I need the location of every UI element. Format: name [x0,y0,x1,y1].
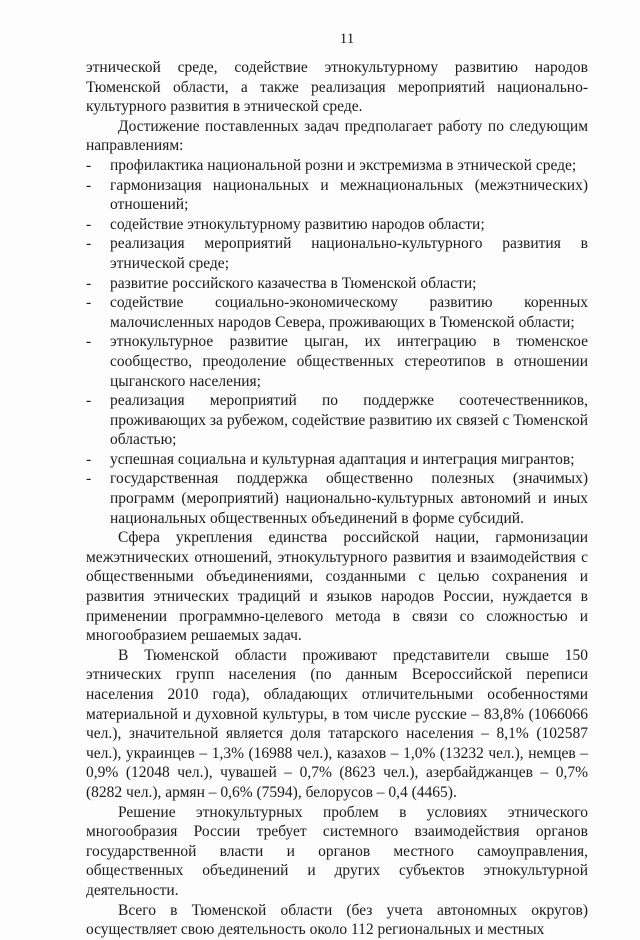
intro-paragraph: этнической среде, содействие этнокультурному развитию народов Тюменской области, а также реализация мероприятий национально-культурного развития в этнической среде. [86,59,588,116]
total-organizations-paragraph: Всего в Тюменской области (без учета автономных округов) осуществляет свою деятельность около 112 региональных и местных [86,901,588,939]
list-item-text: реализация мероприятий национально-культурного развития в этнической среде; [110,235,588,272]
list-item-text: гармонизация национальных и межнациональных (межэтнических) отношений; [110,176,588,214]
list-item [86,274,588,294]
list-item-text: государственная поддержка общественно полезных (значимых) программ (мероприятий) национально-культурных автономий и иных национальных общественных объединений в форме субсидий. [110,470,588,527]
list-item [86,469,588,528]
bullet-dash: - [86,392,92,410]
directions-list [86,156,588,528]
sphere-paragraph: Сфера укрепления единства российской нации, гармонизации межэтнических отношений, этнокультурного развития и взаимодействия с общественными объединениями, созданными с целью сохранения и развития этнических традиций и языков народов России, нуждается в применении программно-целевого метода в связи со сложностью и многообразием решаемых задач. [86,529,588,645]
bullet-dash: - [86,450,92,468]
bullet-dash: - [86,156,92,174]
list-item [86,450,588,470]
list-item [86,391,588,450]
bullet-dash: - [86,294,92,312]
list-item-text: этнокультурное развитие цыган, их интеграцию в тюменское сообщество, преодоление общественных стереотипов в отношении цыганского населения; [110,333,588,390]
list-item [86,332,588,391]
list-item-text: развитие российского казачества в Тюменской области; [110,274,477,292]
bullet-dash: - [86,333,92,351]
list-item-text: содействие социально-экономическому развитию коренных малочисленных народов Севера, проживающих в Тюменской области; [110,294,588,331]
population-paragraph: В Тюменской области проживают представители свыше 150 этнических групп населения (по данным Всероссийской переписи населения 2010 года), обладающих отличительными особенностями материальной и духовной культуры, в том числе русские – 83,8% (1066066 чел.), значительной является доля татарского населения – 8,1% (102587 чел.), украинцев – 1,3% (16988 чел.), казахов – 1,0% (13232 чел.), немцев – 0,9% (12048 чел.), чувашей – 0,7% (8623 чел.), азербайджанцев – 0,7% (8282 чел.), армян – 0,6% (7594), белорусов – 0,4 (4465). [86,646,588,801]
page-number: 11 [339,31,355,47]
bullet-dash: - [86,470,92,488]
list-item [86,176,588,215]
solution-paragraph: Решение этнокультурных проблем в условиях этнического многообразия России требует системного взаимодействия органов государственной власти и органов местного самоуправления, общественных объединений и других субъектов этнокультурной деятельности. [86,803,588,899]
directions-intro-paragraph: Достижение поставленных задач предполагает работу по следующим направлениям: [86,117,588,155]
list-item [86,156,588,176]
bullet-dash: - [86,274,92,292]
bullet-dash: - [86,235,92,253]
bullet-dash: - [86,176,92,194]
list-item-text: успешная социальна и культурная адаптация и интеграция мигрантов; [110,450,575,468]
bullet-dash: - [86,215,92,233]
list-item-text: профилактика национальной розни и экстремизма в этнической среде; [110,156,577,174]
list-item [86,293,588,332]
list-item [86,234,588,273]
list-item [86,215,588,235]
list-item-text: реализация мероприятий по поддержке соотечественников, проживающих за рубежом, содействие развитию их связей с Тюменской областью; [110,392,588,449]
list-item-text: содействие этнокультурному развитию народов области; [110,215,485,233]
